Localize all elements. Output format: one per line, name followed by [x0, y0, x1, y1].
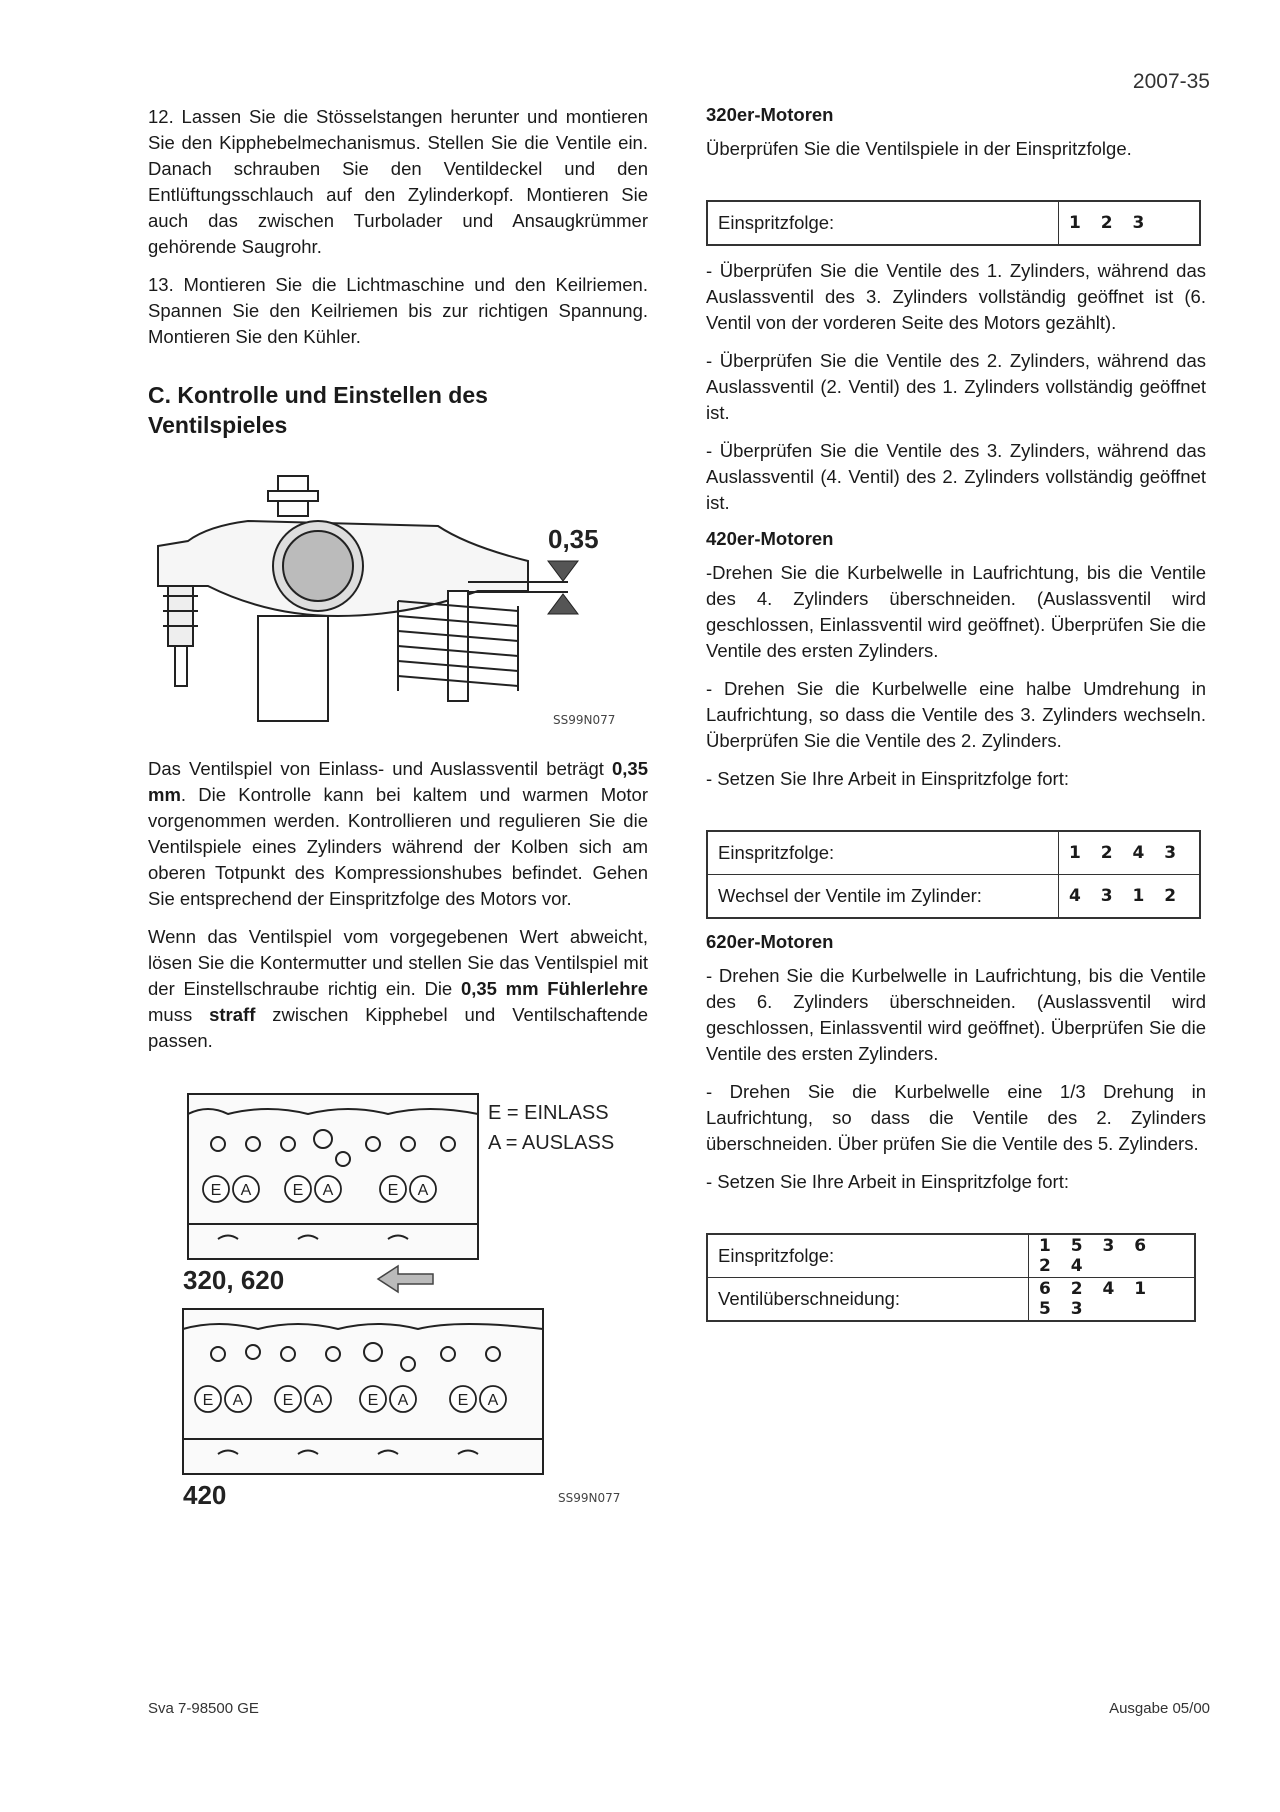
- footer-edition: Ausgabe 05/00: [1109, 1700, 1210, 1717]
- figure-code: SS99N077: [553, 713, 616, 727]
- straff-text: straff: [209, 1004, 256, 1025]
- outlet-mark: A: [312, 1392, 324, 1409]
- rocker-arm-figure: [148, 466, 648, 736]
- paragraph-320-step-3: - Überprüfen Sie die Ventile des 3. Zylinders, während das Auslassventil (4. Ventil) des 2. Zylinders vollständig geöffnet ist.: [706, 440, 1206, 513]
- paragraph-620-step-3: - Setzen Sie Ihre Arbeit in Einspritzfolge fort:: [706, 1171, 1069, 1192]
- table-row: [707, 1234, 1195, 1278]
- outlet-mark: A: [487, 1392, 499, 1409]
- table-label: Einspritzfolge:: [707, 1234, 1029, 1278]
- table-row: [707, 875, 1200, 919]
- clearance-label: 0,35: [548, 524, 599, 554]
- inlet-mark: E: [202, 1392, 214, 1409]
- section-title-line-2: Ventilspieles: [148, 412, 288, 438]
- right-column: [706, 104, 1206, 1334]
- engine-label-320-620: 320, 620: [183, 1265, 285, 1295]
- table-value: 1 5 3 6 2 4: [1029, 1234, 1196, 1278]
- outlet-mark: A: [397, 1392, 409, 1409]
- table-620: [706, 1233, 1196, 1322]
- table-value: 6 2 4 1 5 3: [1029, 1278, 1196, 1322]
- paragraph-620-step-1: - Drehen Sie die Kurbelwelle in Laufrichtung, bis die Ventile des 6. Zylinders überschneiden. (Auslassventil wird geschlossen, Einlassventil wird geöffnet). Überprüfen Sie die Ventile des ersten Zylinders.: [706, 965, 1206, 1064]
- text-run: Wenn das Ventilspiel vom vorgegebenen Wert abweicht, lösen Sie die Kontermutter und stellen Sie das Ventilspiel mit der Einstellschraube richtig ein. Die: [148, 926, 648, 999]
- paragraph-320-step-2: - Überprüfen Sie die Ventile des 2. Zylinders, während das Auslassventil (2. Ventil) des 1. Zylinders vollständig geöffnet ist.: [706, 350, 1206, 423]
- legend-outlet: A = AUSLASS: [488, 1132, 615, 1154]
- paragraph-420-step-3: - Setzen Sie Ihre Arbeit in Einspritzfolge fort:: [706, 768, 1069, 789]
- footer-document-id: Sva 7-98500 GE: [148, 1700, 259, 1717]
- outlet-mark: A: [232, 1392, 244, 1409]
- text-run: zwischen Kipphebel und Ventilschaftende passen.: [148, 1004, 648, 1051]
- paragraph-adjustment: [148, 924, 648, 1054]
- heading-320: 320er-Motoren: [706, 104, 834, 125]
- inlet-mark: E: [367, 1392, 379, 1409]
- table-row: [707, 831, 1200, 875]
- feeler-gauge-text: 0,35 mm Fühlerlehre: [460, 978, 648, 999]
- section-title: [148, 380, 648, 440]
- engine-label-420: 420: [183, 1480, 227, 1510]
- section-title-line-1: C. Kontrolle und Einstellen des: [148, 382, 488, 408]
- clearance-value: 0,35 mm: [148, 758, 648, 805]
- outlet-mark: A: [322, 1182, 334, 1199]
- paragraph-step-12: 12. Lassen Sie die Stösselstangen herunter und montieren Sie den Kipphebelmechanismus. Stellen Sie die Ventile ein. Danach schrauben Sie den Ventildeckel und den Entlüftungsschlauch auf den Zylinderkopf. Montieren Sie auch das zwischen Turbolader und Ansaugkrümmer gehörende Saugrohr.: [148, 106, 648, 257]
- inlet-mark: E: [282, 1392, 294, 1409]
- table-label: Einspritzfolge:: [707, 831, 1059, 875]
- paragraph-420-step-2: - Drehen Sie die Kurbelwelle eine halbe Umdrehung in Laufrichtung, so dass die Ventile des 3. Zylinders wechseln. Überprüfen Sie die Ventile des 2. Zylinders.: [706, 678, 1206, 751]
- paragraph-620-step-2: - Drehen Sie die Kurbelwelle eine 1/3 Drehung in Laufrichtung, so dass die Ventile des 2. Zylinders überschneiden. Über prüfen Sie die Ventile des 5. Zylinders.: [706, 1081, 1206, 1154]
- text-run: . Die Kontrolle kann bei kaltem und warmen Motor vorgenommen werden. Kontrollieren und regulieren Sie die Ventilspiele eines Zylinders während der Kolben sich am oberen Totpunkt des Kompressionshubes befindet. Gehen Sie entsprechend der Einspritzfolge des Motors vor.: [148, 784, 648, 909]
- rocker-arm-drawing: [148, 466, 648, 736]
- valve-layout-drawing: [148, 1084, 648, 1514]
- table-row: [707, 201, 1200, 245]
- table-label: Wechsel der Ventile im Zylinder:: [707, 875, 1059, 919]
- heading-620: 620er-Motoren: [706, 931, 834, 952]
- inlet-mark: E: [387, 1182, 399, 1199]
- page-number: 2007-35: [1132, 70, 1210, 93]
- inlet-mark: E: [457, 1392, 469, 1409]
- table-value: 4 3 1 2: [1059, 875, 1201, 919]
- table-value: 1 2 3: [1059, 201, 1201, 245]
- paragraph-420-step-1: -Drehen Sie die Kurbelwelle in Laufrichtung, bis die Ventile des 4. Zylinders überschneiden. (Auslassventil wird geschlossen, Einlassventil wird geöffnet). Überprüfen Sie die Ventile des ersten Zylinders.: [706, 562, 1206, 661]
- table-value: 1 2 4 3: [1059, 831, 1201, 875]
- paragraph-320-step-1: - Überprüfen Sie die Ventile des 1. Zylinders, während das Auslassventil des 3. Zylinders vollständig geöffnet ist (6. Ventil von der vorderen Seite des Motors gezählt).: [706, 260, 1206, 333]
- table-420: [706, 830, 1201, 919]
- inlet-mark: E: [292, 1182, 304, 1199]
- heading-420: 420er-Motoren: [706, 528, 834, 549]
- left-column: [148, 104, 648, 1514]
- outlet-mark: A: [417, 1182, 429, 1199]
- paragraph-320-intro: Überprüfen Sie die Ventilspiele in der Einspritzfolge.: [706, 138, 1132, 159]
- paragraph-clearance: [148, 756, 648, 912]
- valve-layout-figure: [148, 1084, 648, 1514]
- text-run: Das Ventilspiel von Einlass- und Auslassventil beträgt: [148, 758, 612, 779]
- table-row: [707, 1278, 1195, 1322]
- direction-arrow-icon: [378, 1266, 433, 1292]
- paragraph-step-13: 13. Montieren Sie die Lichtmaschine und den Keilriemen. Spannen Sie den Keilriemen bis zur richtigen Spannung. Montieren Sie den Kühler.: [148, 274, 648, 347]
- table-label: Einspritzfolge:: [707, 201, 1059, 245]
- outlet-mark: A: [240, 1182, 252, 1199]
- figure-code: SS99N077: [558, 1491, 621, 1505]
- table-320: [706, 200, 1201, 246]
- text-run: muss: [148, 1004, 210, 1025]
- inlet-mark: E: [210, 1182, 222, 1199]
- table-label: Ventilüberschneidung:: [707, 1278, 1029, 1322]
- legend-inlet: E = EINLASS: [488, 1102, 609, 1124]
